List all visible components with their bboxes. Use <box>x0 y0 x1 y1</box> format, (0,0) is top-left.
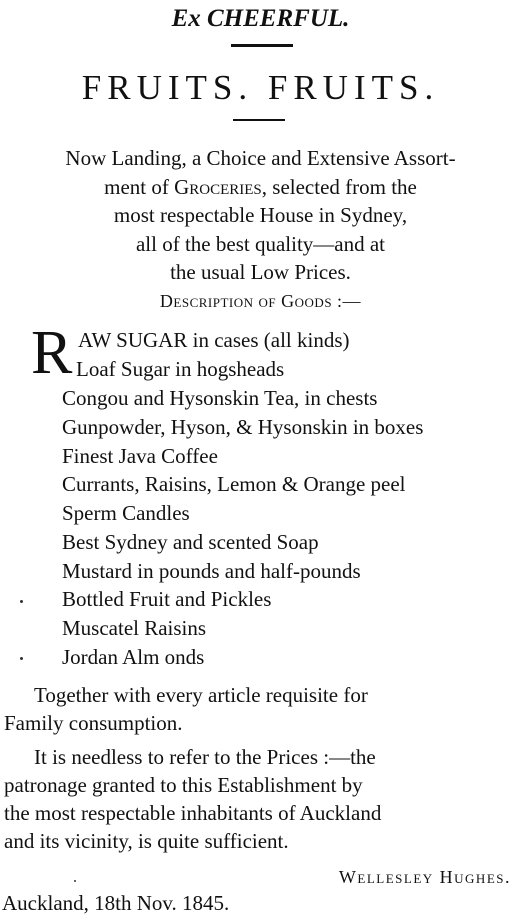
signature: Wellesley Hughes. <box>338 867 511 887</box>
together-paragraph <box>4 681 368 737</box>
goods-item: Jordan Alm onds <box>62 645 205 669</box>
paragraph-line: Together with every article requisite for <box>34 683 368 707</box>
paragraph-line: and its vicinity, is quite sufficient. <box>4 829 289 853</box>
stray-ink-speck <box>20 657 23 660</box>
ship-name-line: Ex CHEERFUL. <box>171 5 350 32</box>
goods-item: Bottled Fruit and Pickles <box>62 587 272 611</box>
dateline: Auckland, 18th Nov. 1845. <box>2 891 230 915</box>
prices-paragraph <box>4 743 381 855</box>
intro-text: , selected from the <box>261 174 417 199</box>
goods-item: Mustard in pounds and half-pounds <box>62 559 361 583</box>
goods-item: Gunpowder, Hyson, & Hysonskin in boxes <box>62 415 424 439</box>
goods-item: Finest Java Coffee <box>62 444 218 468</box>
intro-line: all of the best quality—and at <box>135 231 386 256</box>
intro-line: most respectable House in Sydney, <box>113 203 408 227</box>
intro-line <box>0 173 521 202</box>
intro-text: ment of <box>104 174 175 199</box>
intro-line: the usual Low Prices. <box>170 260 351 284</box>
stray-ink-speck <box>74 880 76 882</box>
paragraph-line: the most respectable inhabitants of Auckland <box>4 801 382 825</box>
goods-item: Congou and Hysonskin Tea, in chests <box>62 386 378 410</box>
paragraph-line: It is needless to refer to the Prices :—the <box>34 745 376 769</box>
goods-item: Sperm Candles <box>62 501 190 525</box>
paragraph-line: patronage granted to this Establishment by <box>4 773 363 797</box>
headline: FRUITS. FRUITS. <box>81 68 440 107</box>
goods-item: Currants, Raisins, Lemon & Orange peel <box>62 472 406 496</box>
headline-rule-divider <box>233 119 285 121</box>
top-rule-divider <box>231 44 293 47</box>
intro-paragraph <box>0 144 521 287</box>
goods-item: AW SUGAR in cases (all kinds) <box>78 328 350 352</box>
stray-ink-speck <box>20 600 23 603</box>
goods-item: Muscatel Raisins <box>62 616 207 640</box>
goods-item: Best Sydney and scented Soap <box>62 530 319 554</box>
description-heading: Description of Goods :— <box>159 291 362 311</box>
drop-cap: R <box>31 319 73 387</box>
paragraph-line: Family consumption. <box>4 711 183 735</box>
intro-line: Now Landing, a Choice and Extensive Assort- <box>65 146 456 170</box>
groceries-word: Groceries <box>174 174 262 199</box>
goods-item: Loaf Sugar in hogsheads <box>76 357 285 381</box>
